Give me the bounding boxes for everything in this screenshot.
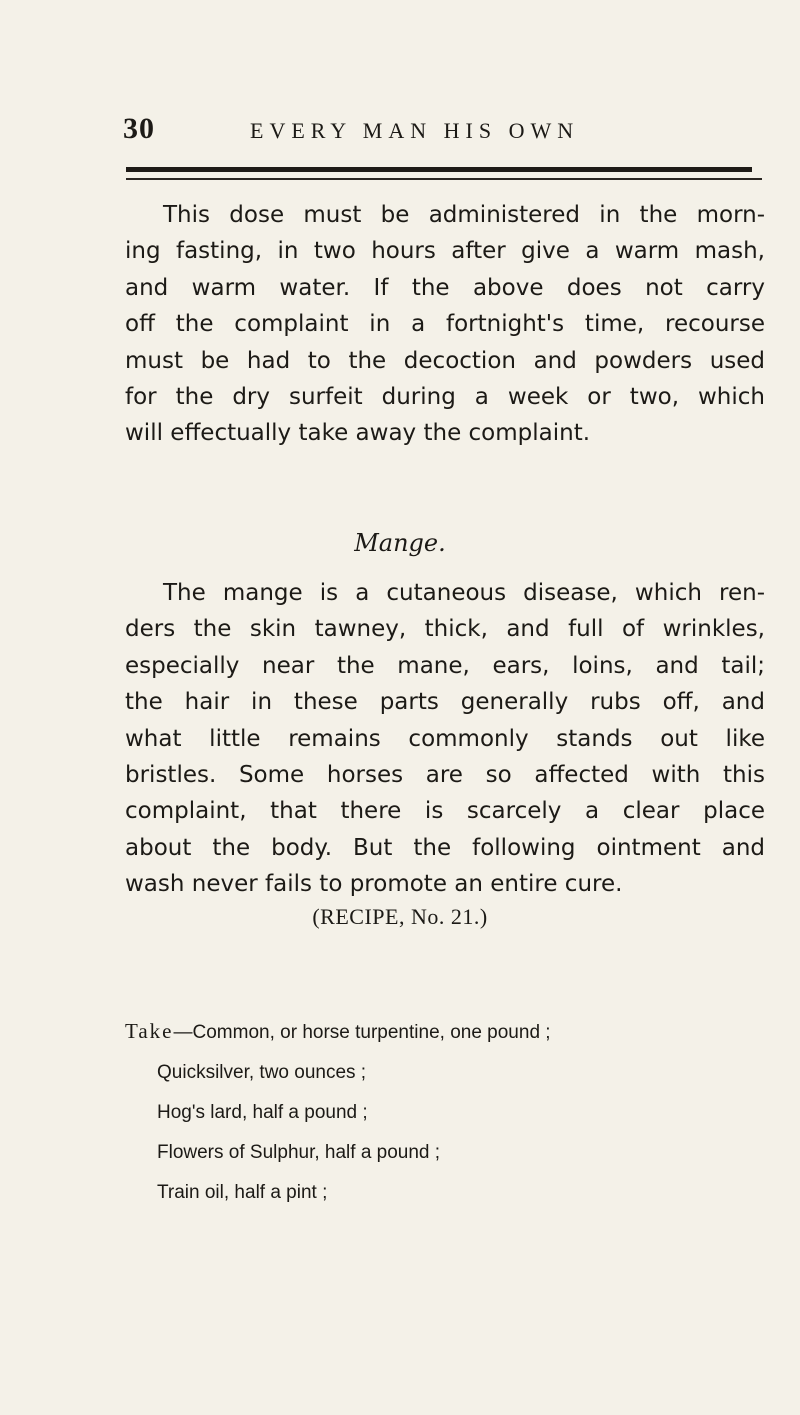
header-rule-thin [126, 178, 762, 180]
paragraph-mange [125, 575, 765, 903]
recipe-ingredients [125, 1011, 765, 1213]
text-line: and warm water. If the above does not carry [125, 274, 765, 301]
text-line: what little remains commonly stands out like [125, 725, 765, 752]
text-line: wash never fails to promote an entire cure. [125, 871, 623, 898]
recipe-title: (RECIPE, No. 21.) [312, 904, 488, 929]
text-line: ders the skin tawney, thick, and full of wrinkles, [125, 616, 765, 643]
ingredient-line [125, 1011, 765, 1053]
page-number: 30 [123, 112, 155, 145]
header-rule-thick [126, 167, 752, 172]
ingredient-line: Quicksilver, two ounces ; [157, 1062, 367, 1083]
text-line: bristles. Some horses are so affected with this [125, 762, 765, 789]
running-head: EVERY MAN HIS OWN [250, 118, 580, 143]
text-line: especially near the mane, ears, loins, and tail; [125, 652, 765, 679]
text-line: complaint, that there is scarcely a clear place [125, 798, 765, 825]
text-line: about the body. But the following ointment and [125, 834, 765, 861]
section-heading-mange: Mange. [354, 529, 446, 557]
text-line: ing fasting, in two hours after give a warm mash, [125, 238, 765, 265]
ingredient-line: Hog's lard, half a pound ; [157, 1102, 368, 1123]
text-line: will effectually take away the complaint. [125, 420, 591, 447]
paragraph-dose [125, 197, 765, 452]
text-line: the hair in these parts generally rubs off, and [125, 689, 765, 716]
ingredient-text: —Common, or horse turpentine, one pound ; [173, 1022, 551, 1043]
text-line: The mange is a cutaneous disease, which ren- [163, 580, 765, 606]
page-header [123, 112, 763, 152]
ingredient-line: Train oil, half a pint ; [157, 1182, 328, 1203]
ingredient-line: Flowers of Sulphur, half a pound ; [157, 1142, 441, 1163]
take-word: Take [125, 1019, 174, 1043]
text-line: This dose must be administered in the morn- [163, 202, 765, 228]
text-line: must be had to the decoction and powders used [125, 347, 765, 374]
text-line: for the dry surfeit during a week or two, which [125, 384, 765, 411]
text-line: off the complaint in a fortnight's time, recourse [125, 311, 765, 338]
